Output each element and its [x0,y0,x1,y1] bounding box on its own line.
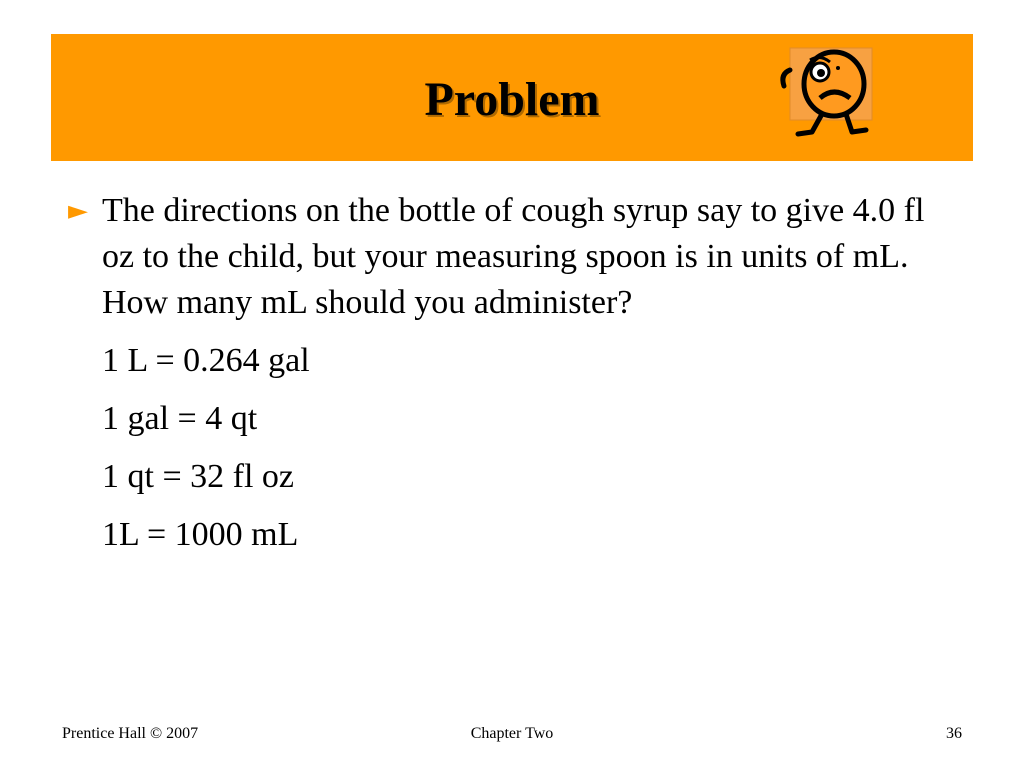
slide-body [68,188,968,558]
conversion-line: 1 L = 0.264 gal [102,342,310,379]
conversion-line: 1L = 1000 mL [102,516,299,553]
conversion-line: 1 gal = 4 qt [102,400,258,437]
conversion-line: 1 qt = 32 fl oz [102,458,294,495]
footer-copyright: Prentice Hall © 2007 [62,725,199,742]
footer-chapter: Chapter Two [470,725,554,742]
slide-title: Problem [424,73,600,126]
worried-face-character-icon [776,40,880,146]
problem-text: The directions on the bottle of cough syrup say to give 4.0 fl oz to the child, but your measuring spoon is in units of mL. How many mL should you administer? [102,192,925,321]
footer-page-number: 36 [946,725,962,742]
bullet-arrow-icon: ► [68,196,88,226]
